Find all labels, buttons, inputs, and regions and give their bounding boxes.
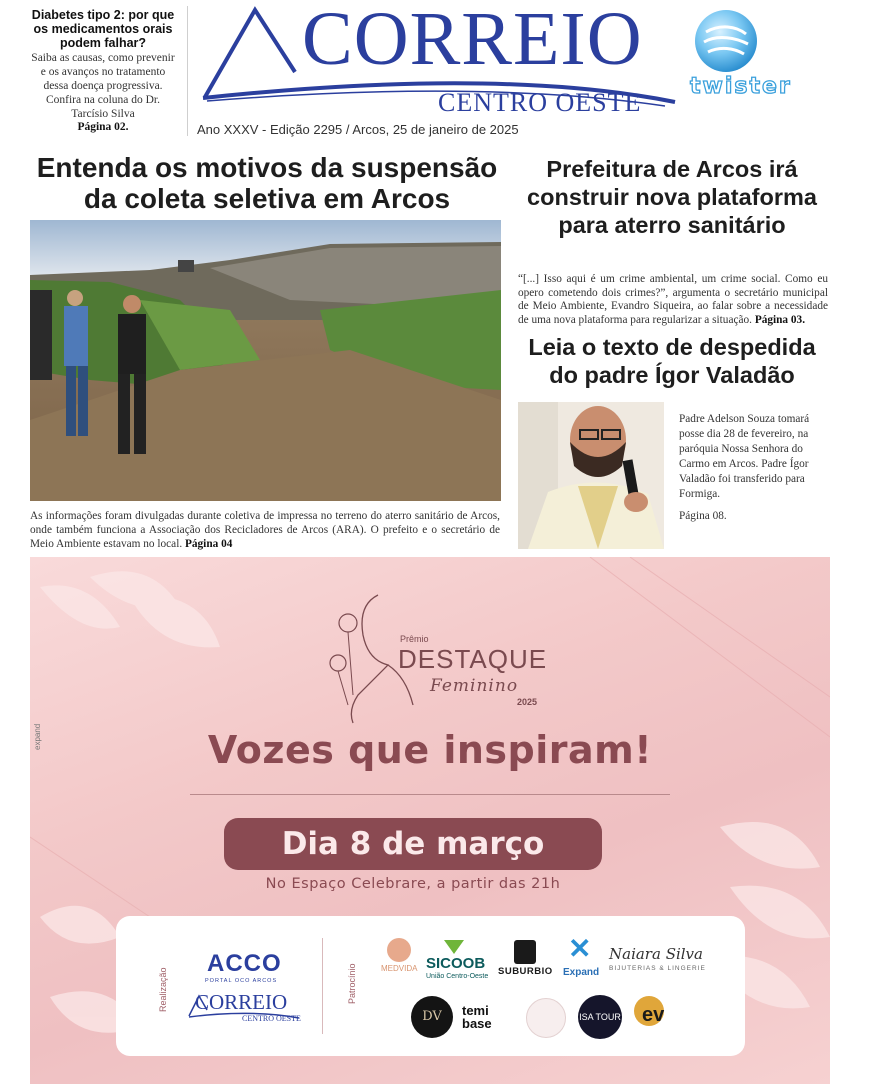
naiara-logo[interactable]: Naiara Silva	[609, 945, 703, 963]
expand-sponsor-logo[interactable]: Expand	[563, 967, 600, 978]
aterro-page-ref[interactable]: Página 03.	[754, 313, 806, 326]
ad-divider	[190, 794, 670, 795]
main-photo-caption	[30, 509, 500, 551]
premio-label: Prêmio	[400, 634, 429, 644]
sponsor-divider	[322, 938, 323, 1034]
acco-logo-sub: PORTAL OCO ARCOS	[205, 978, 278, 984]
masthead-divider	[187, 6, 188, 136]
edition-line: Ano XXXV - Edição 2295 / Arcos, 25 de janeiro de 2025	[197, 122, 519, 137]
feminino-label: Feminino	[430, 676, 519, 696]
padre-page-ref[interactable]: Página 08.	[679, 510, 727, 522]
correio-small-sub: CENTRO OESTE	[242, 1014, 301, 1023]
isatour-logo[interactable]: ISA TOUR	[578, 995, 622, 1039]
landfill-photo[interactable]	[30, 220, 501, 501]
twister-swirl-icon	[700, 18, 752, 64]
dv-logo[interactable]: DV	[411, 996, 453, 1038]
destaque-label: DESTAQUE	[398, 644, 548, 674]
expand-x-icon: ✕	[568, 933, 592, 964]
aterro-quote	[518, 273, 828, 327]
suburbio-logo[interactable]: SUBURBIO	[498, 966, 553, 977]
ad-headline: Vozes que inspiram!	[207, 728, 653, 772]
masthead-subtitle: CENTRO OESTE	[438, 88, 642, 117]
medvida-heart-icon	[387, 938, 411, 962]
masthead-brand[interactable]: CORREIO	[302, 0, 643, 81]
aterro-headline[interactable]: Prefeitura de Arcos irá construir nova plataforma para aterro sanitário	[527, 156, 817, 238]
award-year: 2025	[517, 697, 538, 707]
ad-expand-label: expand	[33, 723, 42, 750]
medvida-logo[interactable]: MEDVIDA	[381, 964, 418, 973]
acco-logo[interactable]: ACCO	[207, 950, 282, 977]
diabetes-teaser[interactable]	[28, 8, 178, 133]
sicoob-sub: União Centro-Oeste	[426, 973, 489, 980]
teaser-body: Saiba as causas, como prevenir e os avanços no tratamento dessa doença progressiva. Confira na coluna do Dr. Tarcísio Silva	[31, 52, 175, 120]
event-venue: No Espaço Celebrare, a partir das 21h	[265, 876, 561, 892]
teaser-page-ref: Página 02.	[77, 121, 129, 133]
aterro-quote-text: “[...] Isso aqui é um crime ambiental, um crime social. Como eu opero cometendo dois crimes?”, argumenta o secretário municipal de Meio Ambiente, Evandro Siqueira, ao falar sobre a necessidade de uma nova plataforma para regularizar a situação.	[518, 273, 828, 326]
twister-logo-text: twister	[690, 74, 792, 99]
temi-base-logo[interactable]: temi base	[462, 1003, 492, 1031]
event-date-badge: Dia 8 de março	[224, 818, 602, 870]
patrocinio-label: Patrocínio	[347, 963, 357, 1004]
main-headline[interactable]: Entenda os motivos da suspensão da coleta seletiva em Arcos	[36, 152, 498, 214]
correio-small-logo[interactable]: CORREIO	[195, 990, 288, 1014]
suburbio-u-icon	[514, 940, 536, 964]
realizacao-label: Realização	[158, 967, 168, 1012]
teaser-title: Diabetes tipo 2: por que os medicamentos orais podem falhar?	[31, 8, 175, 50]
padre-body: Padre Adelson Souza tomará posse dia 28 de fevereiro, na paróquia Nossa Senhora do Carmo em Arcos. Padre Ígor Valadão foi transferido para Formiga.	[679, 413, 810, 500]
main-page-ref[interactable]: Página 04	[184, 538, 233, 550]
caption-text: As informações foram divulgadas durante coletiva de impressa no terreno do aterro sanitário de Arcos, onde também funciona a Associação dos Recicladores de Arcos (ARA). O prefeito e o secretário de Meio Ambiente estavam no local.	[30, 510, 500, 550]
naiara-sub: BIJUTERIAS & LINGERIE	[609, 965, 706, 972]
ev-logo[interactable]: ev	[642, 1004, 665, 1026]
padre-photo[interactable]	[518, 402, 664, 549]
padre-headline[interactable]: Leia o texto de despedida do padre Ígor Valadão	[528, 334, 816, 388]
sponsor-emblem-icon[interactable]	[526, 998, 566, 1038]
sicoob-chevron-icon	[444, 940, 464, 956]
sicoob-logo[interactable]: SICOOB	[426, 955, 486, 972]
